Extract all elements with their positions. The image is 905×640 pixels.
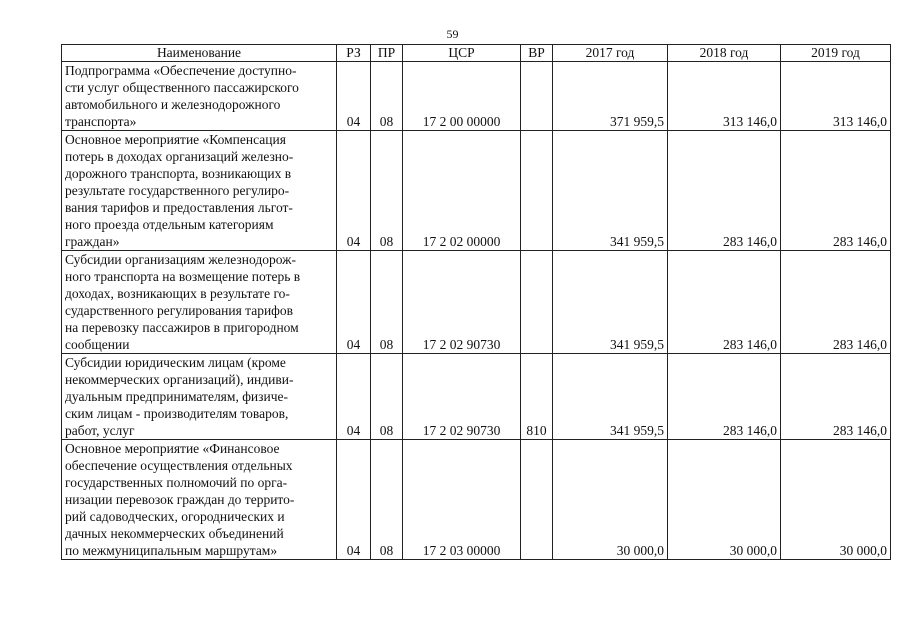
row-csr: 17 2 00 00000 <box>403 62 521 131</box>
row-2018: 283 146,0 <box>668 131 781 251</box>
table-row <box>62 62 891 131</box>
row-2018: 283 146,0 <box>668 354 781 440</box>
row-name: Субсидии юридическим лицам (кроме некоммерческих организаций), индиви- дуальным предпринимателям, физиче- ским лицам - производителям товаров, работ, услуг <box>62 354 337 440</box>
row-rz: 04 <box>337 131 371 251</box>
header-2017: 2017 год <box>553 45 668 62</box>
page-number: 59 <box>446 27 459 41</box>
row-2019: 283 146,0 <box>781 251 891 354</box>
row-csr: 17 2 02 90730 <box>403 354 521 440</box>
row-2019: 283 146,0 <box>781 131 891 251</box>
row-name: Подпрограмма «Обеспечение доступно- сти услуг общественного пассажирского автомобильного и железнодорожного транспорта» <box>62 62 337 131</box>
row-rz: 04 <box>337 354 371 440</box>
header-pr: ПР <box>371 45 403 62</box>
row-name: Основное мероприятие «Компенсация потерь в доходах организаций железно- дорожного транспорта, возникающих в результате государственного регулиро- вания тарифов и предоставления льгот- ного проезда отдельным категориям граждан» <box>62 131 337 251</box>
row-2018: 30 000,0 <box>668 440 781 560</box>
header-2018: 2018 год <box>668 45 781 62</box>
table-row <box>62 251 891 354</box>
header-2019: 2019 год <box>781 45 891 62</box>
row-csr: 17 2 02 00000 <box>403 131 521 251</box>
row-2017: 341 959,5 <box>553 251 668 354</box>
row-pr: 08 <box>371 251 403 354</box>
row-2019: 313 146,0 <box>781 62 891 131</box>
row-pr: 08 <box>371 354 403 440</box>
table-row <box>62 440 891 560</box>
row-2017: 371 959,5 <box>553 62 668 131</box>
header-csr: ЦСР <box>403 45 521 62</box>
row-2019: 30 000,0 <box>781 440 891 560</box>
row-2018: 313 146,0 <box>668 62 781 131</box>
row-rz: 04 <box>337 62 371 131</box>
row-csr: 17 2 02 90730 <box>403 251 521 354</box>
header-name: Наименование <box>62 45 337 62</box>
row-vr: 810 <box>521 354 553 440</box>
row-2017: 341 959,5 <box>553 354 668 440</box>
header-vr: ВР <box>521 45 553 62</box>
row-pr: 08 <box>371 131 403 251</box>
row-vr <box>521 440 553 560</box>
header-rz: РЗ <box>337 45 371 62</box>
row-name: Основное мероприятие «Финансовое обеспечение осуществления отдельных государственных полномочий по орга- низации перевозок граждан до террито- рий садоводческих, огороднических и дачных некоммерческих объединений по межмуниципальным маршрутам» <box>62 440 337 560</box>
table-row <box>62 131 891 251</box>
table-row <box>62 354 891 440</box>
row-pr: 08 <box>371 62 403 131</box>
row-vr <box>521 62 553 131</box>
row-2017: 30 000,0 <box>553 440 668 560</box>
row-name: Субсидии организациям железнодорож- ного транспорта на возмещение потерь в доходах, возникающих в результате го- сударственного регулирования тарифов на перевозку пассажиров в пригородном сообщении <box>62 251 337 354</box>
row-2019: 283 146,0 <box>781 354 891 440</box>
row-2018: 283 146,0 <box>668 251 781 354</box>
row-csr: 17 2 03 00000 <box>403 440 521 560</box>
row-rz: 04 <box>337 251 371 354</box>
row-rz: 04 <box>337 440 371 560</box>
row-vr <box>521 251 553 354</box>
row-pr: 08 <box>371 440 403 560</box>
row-vr <box>521 131 553 251</box>
header-row <box>62 45 891 62</box>
budget-table <box>61 44 891 560</box>
row-2017: 341 959,5 <box>553 131 668 251</box>
